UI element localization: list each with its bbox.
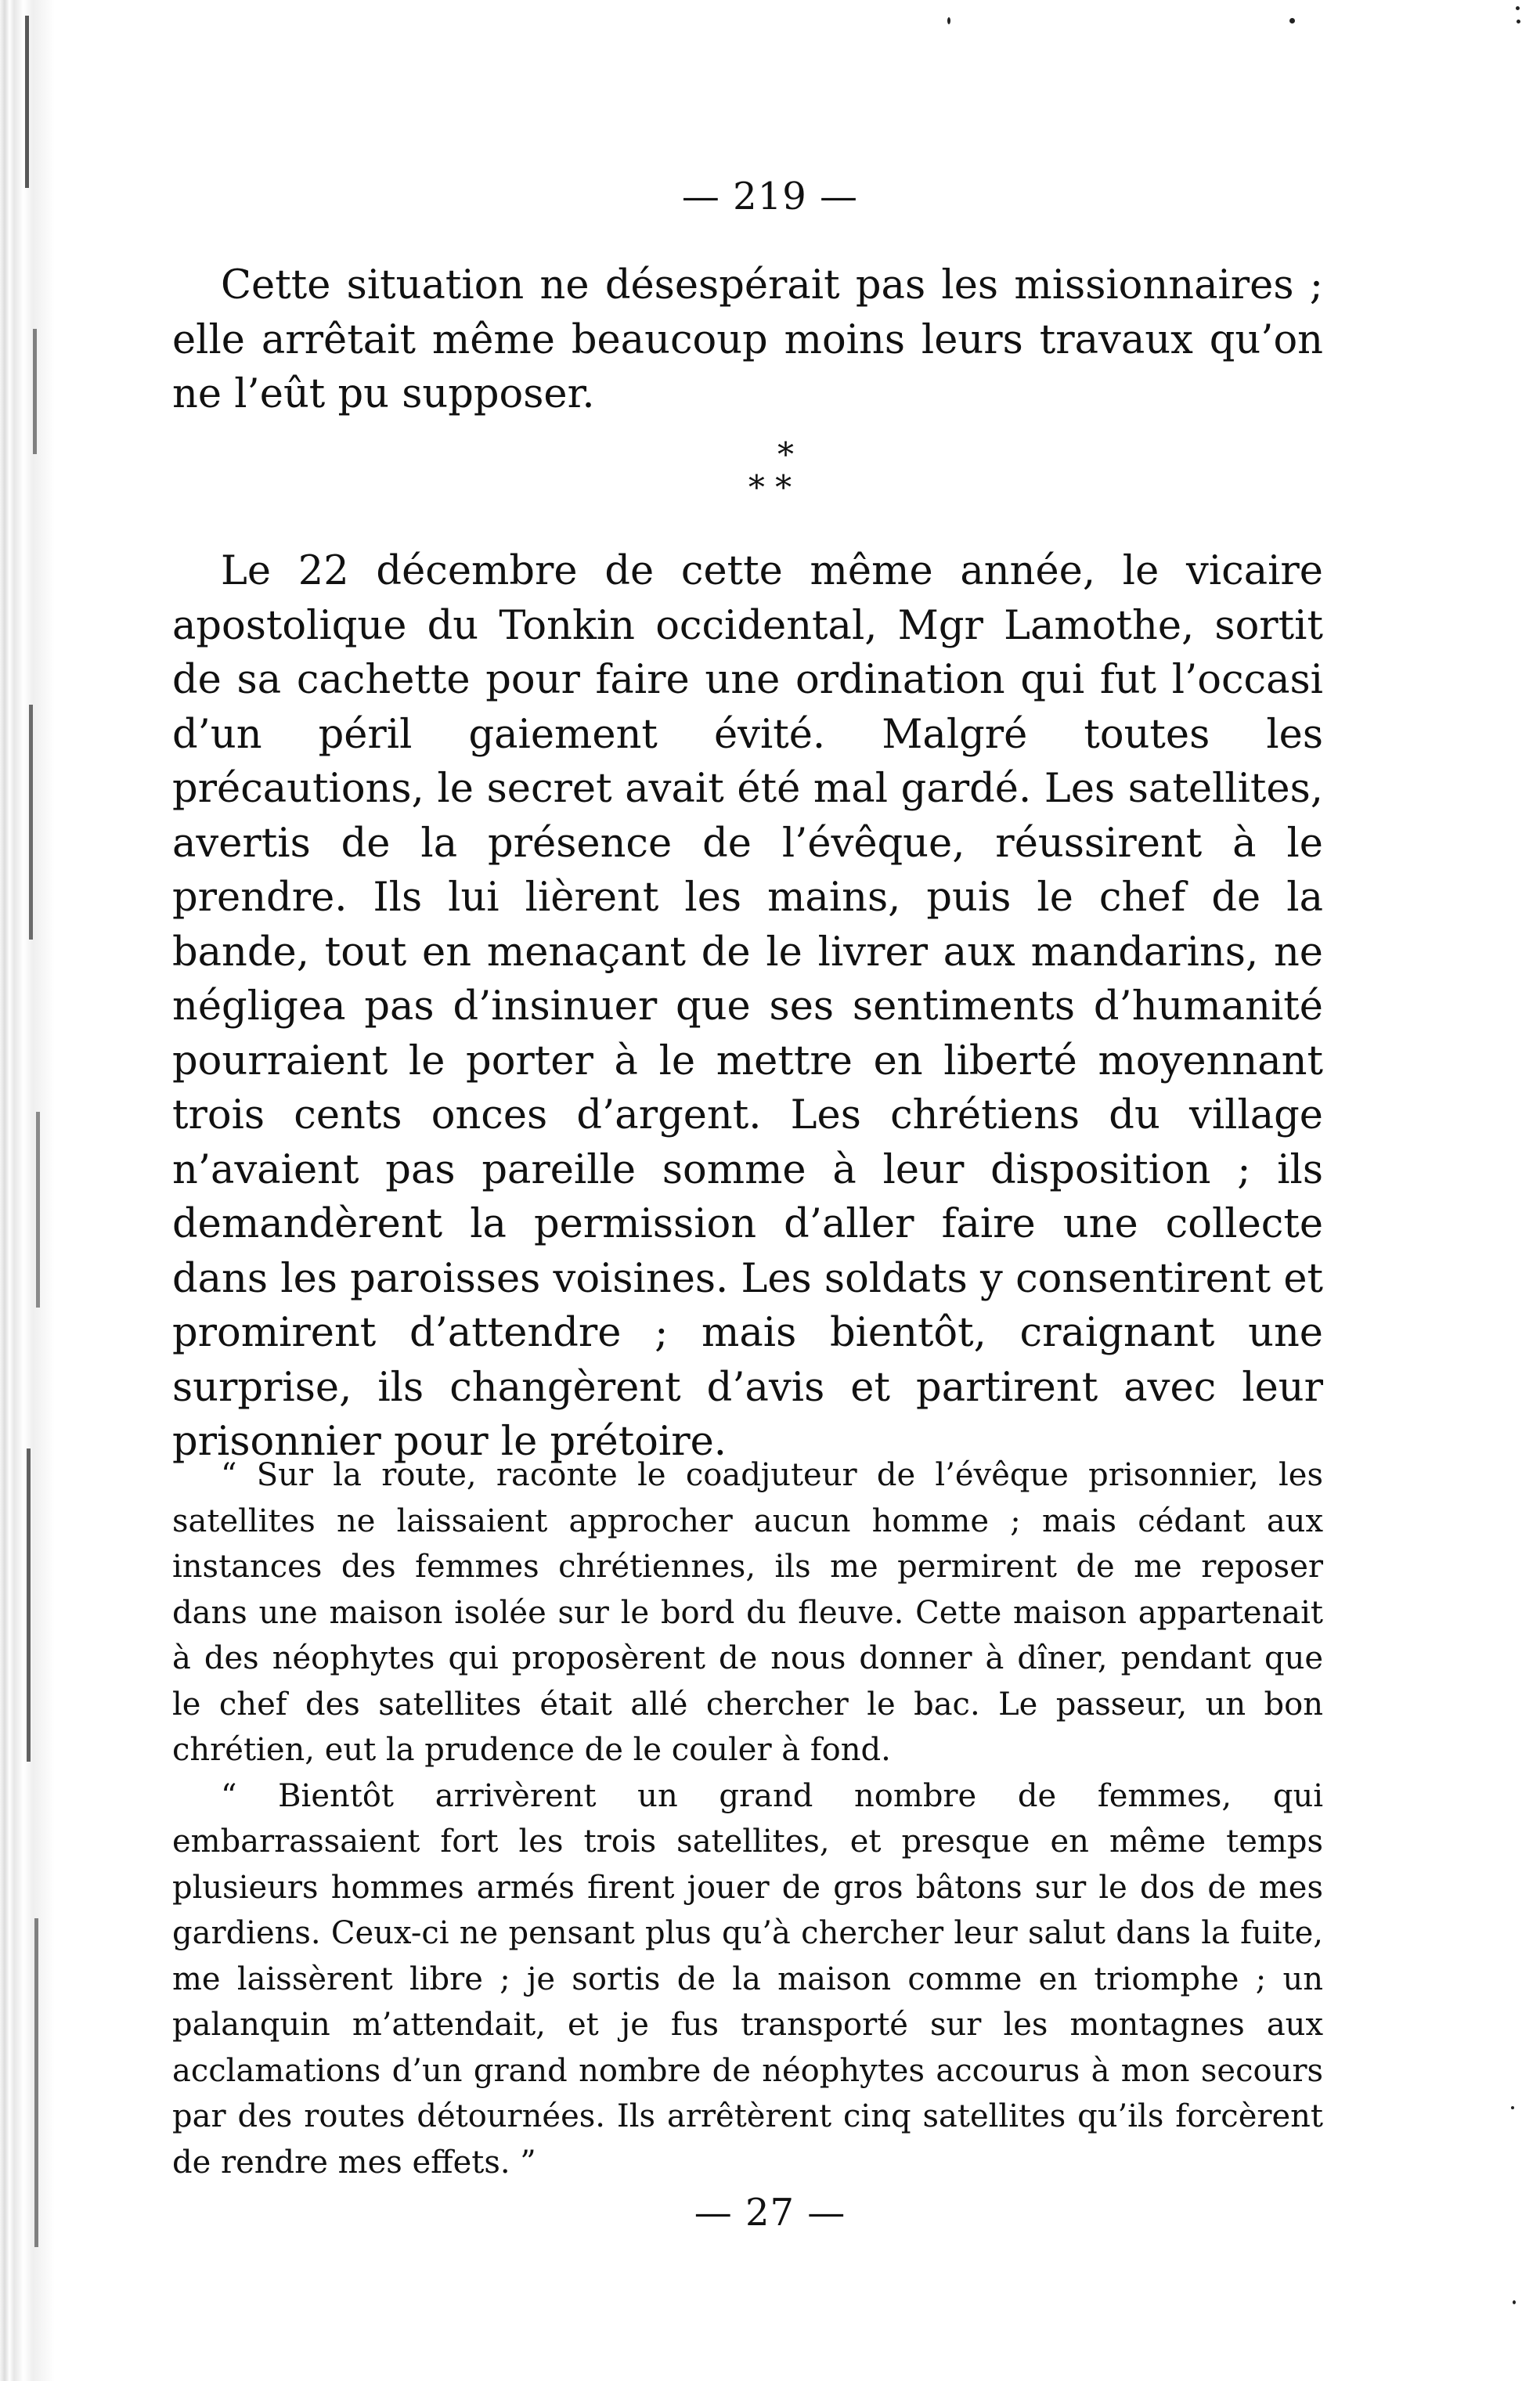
binding-mark (33, 329, 37, 454)
binding-mark (29, 705, 33, 940)
binding-mark (36, 1112, 40, 1308)
binding-edge (0, 0, 55, 2381)
separator-top-star: * (777, 435, 794, 474)
main-paragraph-block (172, 544, 1323, 1470)
page-number-bottom: — 27 — (694, 2191, 846, 2235)
quotation-paragraph-1: “ Sur la route, raconte le coadjuteur de l’évêque prisonnier, les satellites ne laissaient approcher aucun homme ; mais cédant aux instances des femmes chrétiennes, ils me permirent de me reposer dans une maison isolée sur le bord du fleuve. Cette maison appartenait à des néophytes qui proposèrent de nous donner à dîner, pendant que le chef des satellites était allé chercher le bac. Le passeur, un bon chrétien, eut la prudence de le couler à fond. (172, 1457, 1323, 1768)
section-separator (0, 435, 1540, 507)
binding-mark (25, 16, 29, 188)
ink-speck (1517, 20, 1520, 23)
ink-speck (1289, 18, 1295, 23)
ink-speck (1511, 2106, 1514, 2109)
opening-paragraph-block (172, 258, 1323, 422)
opening-paragraph: Cette situation ne désespérait pas les missionnaires ; elle arrêtait même beaucoup moins leurs travaux qu’on ne l’eût pu supposer. (172, 262, 1323, 417)
ink-speck (1513, 2300, 1516, 2304)
ink-speck (1516, 6, 1520, 10)
quotation-paragraph-2: “ Bientôt arrivèrent un grand nombre de femmes, qui embarrassaient fort les trois satellites, et presque en même temps plusieurs hommes armés firent jouer de gros bâtons sur le dos de mes gardiens. Ceux-ci ne pensant plus qu’à chercher leur salut dans la fuite, me laissèrent libre ; je sortis de la maison comme en triomphe ; un palanquin m’attendait, et je fus transporté sur les montagnes aux acclamations d’un grand nombre de néophytes accourus à mon secours par des routes détournées. Ils arrêtèrent cinq satellites qu’ils forcèrent de rendre mes effets. ” (172, 1777, 1323, 2181)
page-number-top: — 219 — (681, 175, 859, 218)
quotation-block (172, 1452, 1323, 2185)
binding-mark (27, 1448, 31, 1762)
main-paragraph: Le 22 décembre de cette même année, le vicaire apostolique du Tonkin occidental, Mgr Lamothe, sortit de sa cachette pour faire une ordination qui fut l’occasi d’un péril gaiement évité. Malgré toutes les précautions, le secret avait été mal gardé. Les satellites, avertis de la présence de l’évêque, réussirent à le prendre. Ils lui lièrent les mains, puis le chef de la bande, tout en menaçant de le livrer aux mandarins, ne négligea pas d’insinuer que ses sentiments d’humanité pourraient le porter à le mettre en liberté moyennant trois cents onces d’argent. Les chrétiens du village n’avaient pas pareille somme à leur disposition ; ils demandèrent la permission d’aller faire une collecte dans les paroisses voisines. Les soldats y consentirent et promirent d’attendre ; mais bientôt, craignant une surprise, ils changèrent d’avis et partirent avec leur prisonnier pour le prétoire. (172, 548, 1323, 1465)
separator-bottom-stars: * * (748, 468, 792, 507)
ink-speck (947, 17, 950, 24)
